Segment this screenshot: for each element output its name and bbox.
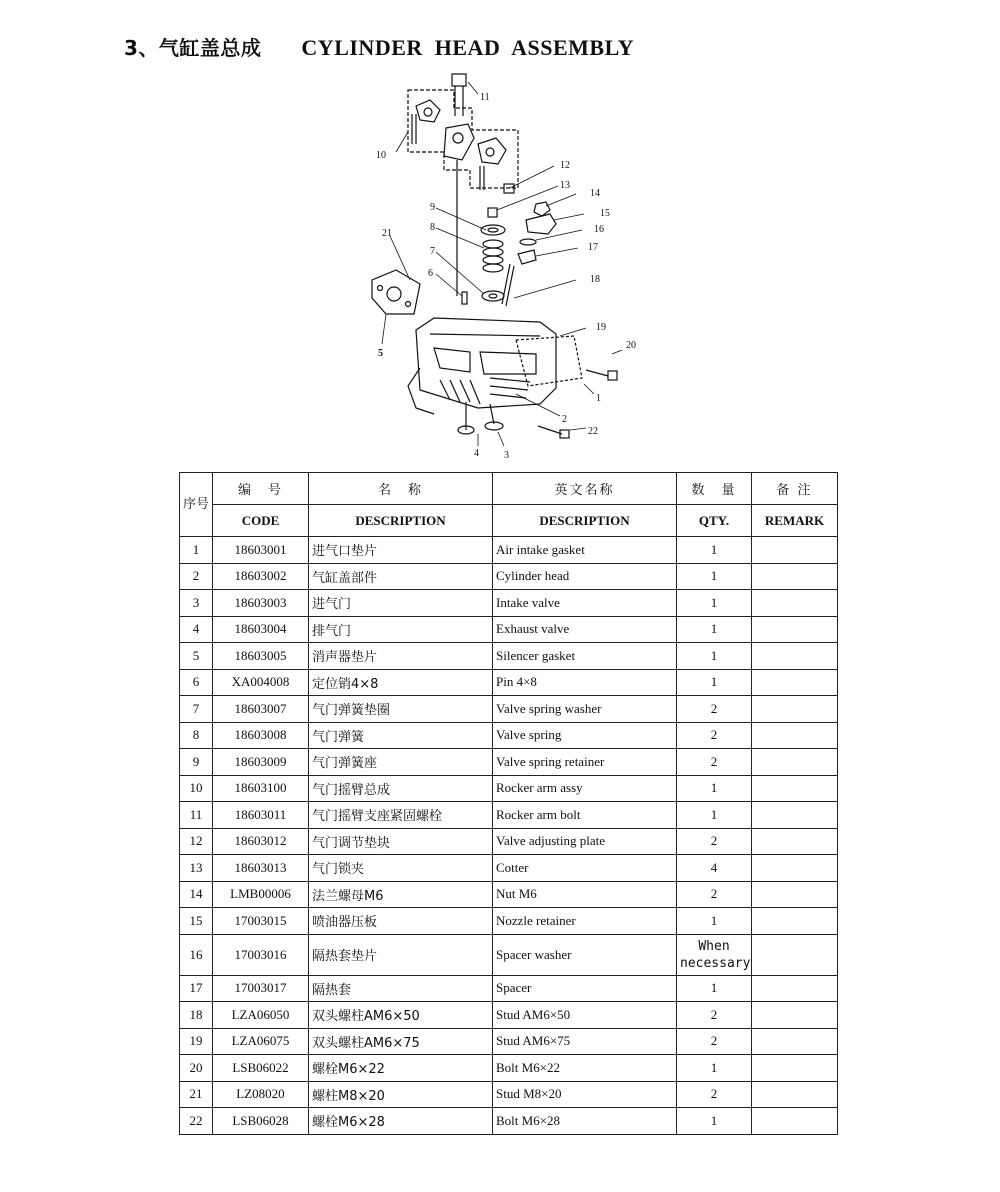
description-cn: 螺栓M6×28: [309, 1108, 493, 1135]
table-row: [180, 934, 838, 975]
row-number: 2: [180, 563, 213, 590]
description-en: Spacer washer: [493, 934, 677, 975]
part-code: 17003017: [213, 975, 309, 1002]
row-number: 14: [180, 881, 213, 908]
callout-11: 11: [480, 92, 490, 103]
description-en: Stud AM6×75: [493, 1028, 677, 1055]
description-cn: 进气门: [309, 590, 493, 617]
quantity: 2: [677, 828, 752, 855]
row-number: 12: [180, 828, 213, 855]
remark: [752, 1028, 838, 1055]
callout-17: 17: [588, 242, 598, 253]
header-seq: 序号: [180, 473, 213, 537]
callout-20: 20: [626, 340, 636, 351]
remark: [752, 537, 838, 564]
remark: [752, 669, 838, 696]
quantity: 1: [677, 590, 752, 617]
row-number: 1: [180, 537, 213, 564]
remark: [752, 828, 838, 855]
table-row: [180, 1002, 838, 1029]
description-en: Stud M8×20: [493, 1081, 677, 1108]
description-en: Nut M6: [493, 881, 677, 908]
quantity: When necessary: [677, 934, 752, 975]
table-row: [180, 1055, 838, 1082]
quantity: 2: [677, 696, 752, 723]
table-row: [180, 749, 838, 776]
header-desc-cn-en: DESCRIPTION: [309, 505, 493, 537]
header-remark-en: REMARK: [752, 505, 838, 537]
row-number: 20: [180, 1055, 213, 1082]
description-en: Bolt M6×22: [493, 1055, 677, 1082]
callout-10: 10: [376, 150, 386, 161]
quantity: 1: [677, 537, 752, 564]
part-code: 18603004: [213, 616, 309, 643]
part-code: 18603013: [213, 855, 309, 882]
quantity: 2: [677, 722, 752, 749]
quantity: 1: [677, 563, 752, 590]
description-en: Cylinder head: [493, 563, 677, 590]
remark: [752, 775, 838, 802]
callout-8: 8: [430, 222, 435, 233]
description-en: Rocker arm bolt: [493, 802, 677, 829]
remark: [752, 1108, 838, 1135]
page-title: [124, 32, 634, 61]
quantity: 1: [677, 1055, 752, 1082]
remark: [752, 1002, 838, 1029]
description-en: Valve spring: [493, 722, 677, 749]
row-number: 15: [180, 908, 213, 935]
table-row: [180, 881, 838, 908]
quantity: 1: [677, 643, 752, 670]
table-row: [180, 722, 838, 749]
callout-12: 12: [560, 160, 570, 171]
callout-13: 13: [560, 180, 570, 191]
callout-2: 2: [562, 414, 567, 425]
remark: [752, 616, 838, 643]
part-code: LSB06028: [213, 1108, 309, 1135]
row-number: 19: [180, 1028, 213, 1055]
remark: [752, 590, 838, 617]
description-cn: 气门弹簧垫圈: [309, 696, 493, 723]
quantity: 1: [677, 775, 752, 802]
description-cn: 双头螺柱AM6×75: [309, 1028, 493, 1055]
table-row: [180, 775, 838, 802]
part-code: 18603005: [213, 643, 309, 670]
remark: [752, 1055, 838, 1082]
description-cn: 气门锁夹: [309, 855, 493, 882]
quantity: 2: [677, 1081, 752, 1108]
part-code: 17003016: [213, 934, 309, 975]
table-row: [180, 563, 838, 590]
remark: [752, 855, 838, 882]
callout-6: 6: [428, 268, 433, 279]
description-cn: 气门弹簧: [309, 722, 493, 749]
table-row: [180, 537, 838, 564]
quantity: 4: [677, 855, 752, 882]
header-desc-en-cn: 英文名称: [493, 473, 677, 505]
part-code: LMB00006: [213, 881, 309, 908]
description-en: Rocker arm assy: [493, 775, 677, 802]
table-row: [180, 828, 838, 855]
quantity: 2: [677, 1002, 752, 1029]
callout-1: 1: [596, 393, 601, 404]
description-en: Cotter: [493, 855, 677, 882]
description-en: Intake valve: [493, 590, 677, 617]
exploded-view-diagram: [350, 68, 650, 468]
table-row: [180, 1081, 838, 1108]
quantity: 1: [677, 975, 752, 1002]
callout-22: 22: [588, 426, 598, 437]
header-code-en: CODE: [213, 505, 309, 537]
description-en: Valve adjusting plate: [493, 828, 677, 855]
description-cn: 定位销4×8: [309, 669, 493, 696]
part-code: 18603011: [213, 802, 309, 829]
description-en: Nozzle retainer: [493, 908, 677, 935]
title-cn: 3、气缸盖总成: [124, 36, 262, 60]
remark: [752, 722, 838, 749]
row-number: 16: [180, 934, 213, 975]
header-qty-cn: 数 量: [677, 473, 752, 505]
description-cn: 气门摇臂总成: [309, 775, 493, 802]
row-number: 21: [180, 1081, 213, 1108]
description-cn: 螺栓M6×22: [309, 1055, 493, 1082]
quantity: 1: [677, 669, 752, 696]
callout-3: 3: [504, 450, 509, 461]
description-cn: 隔热套: [309, 975, 493, 1002]
remark: [752, 908, 838, 935]
description-cn: 气门弹簧座: [309, 749, 493, 776]
remark: [752, 802, 838, 829]
remark: [752, 563, 838, 590]
table-row: [180, 975, 838, 1002]
quantity: 2: [677, 749, 752, 776]
callout-21: 21: [382, 228, 392, 239]
callout-4: 4: [474, 448, 479, 459]
remark: [752, 749, 838, 776]
header-code-cn: 编 号: [213, 473, 309, 505]
description-cn: 螺柱M8×20: [309, 1081, 493, 1108]
table-row: [180, 643, 838, 670]
table-row: [180, 1108, 838, 1135]
part-code: 18603008: [213, 722, 309, 749]
part-code: 18603002: [213, 563, 309, 590]
description-cn: 气缸盖部件: [309, 563, 493, 590]
header-remark-cn: 备 注: [752, 473, 838, 505]
description-cn: 气门摇臂支座紧固螺栓: [309, 802, 493, 829]
quantity: 1: [677, 1108, 752, 1135]
callout-19: 19: [596, 322, 606, 333]
parts-table: [179, 472, 838, 1135]
description-en: Exhaust valve: [493, 616, 677, 643]
part-code: LZA06050: [213, 1002, 309, 1029]
part-code: 18603007: [213, 696, 309, 723]
remark: [752, 643, 838, 670]
table-row: [180, 1028, 838, 1055]
quantity: 1: [677, 616, 752, 643]
row-number: 7: [180, 696, 213, 723]
row-number: 13: [180, 855, 213, 882]
row-number: 4: [180, 616, 213, 643]
part-code: XA004008: [213, 669, 309, 696]
callout-15: 15: [600, 208, 610, 219]
description-en: Air intake gasket: [493, 537, 677, 564]
remark: [752, 934, 838, 975]
callout-5: 5: [378, 348, 383, 359]
callout-7: 7: [430, 246, 435, 257]
remark: [752, 1081, 838, 1108]
row-number: 11: [180, 802, 213, 829]
quantity: 1: [677, 908, 752, 935]
description-cn: 双头螺柱AM6×50: [309, 1002, 493, 1029]
remark: [752, 696, 838, 723]
description-en: Pin 4×8: [493, 669, 677, 696]
row-number: 5: [180, 643, 213, 670]
header-qty-en: QTY.: [677, 505, 752, 537]
row-number: 10: [180, 775, 213, 802]
part-code: LSB06022: [213, 1055, 309, 1082]
part-code: LZ08020: [213, 1081, 309, 1108]
table-row: [180, 802, 838, 829]
header-desc-cn-cn: 名 称: [309, 473, 493, 505]
row-number: 6: [180, 669, 213, 696]
callout-16: 16: [594, 224, 604, 235]
header-desc-en-en: DESCRIPTION: [493, 505, 677, 537]
table-row: [180, 616, 838, 643]
table-row: [180, 908, 838, 935]
title-en: CYLINDER HEAD ASSEMBLY: [301, 35, 635, 60]
description-cn: 排气门: [309, 616, 493, 643]
description-cn: 气门调节垫块: [309, 828, 493, 855]
row-number: 8: [180, 722, 213, 749]
remark: [752, 975, 838, 1002]
part-code: LZA06075: [213, 1028, 309, 1055]
description-en: Valve spring washer: [493, 696, 677, 723]
row-number: 3: [180, 590, 213, 617]
table-header-row-cn: [180, 473, 838, 505]
row-number: 9: [180, 749, 213, 776]
description-en: Silencer gasket: [493, 643, 677, 670]
table-row: [180, 669, 838, 696]
description-cn: 隔热套垫片: [309, 934, 493, 975]
part-code: 17003015: [213, 908, 309, 935]
callout-18: 18: [590, 274, 600, 285]
part-code: 18603001: [213, 537, 309, 564]
table-row: [180, 590, 838, 617]
quantity: 2: [677, 881, 752, 908]
table-header-row-en: [180, 505, 838, 537]
part-code: 18603003: [213, 590, 309, 617]
row-number: 17: [180, 975, 213, 1002]
description-cn: 喷油器压板: [309, 908, 493, 935]
description-en: Bolt M6×28: [493, 1108, 677, 1135]
quantity: 1: [677, 802, 752, 829]
description-en: Valve spring retainer: [493, 749, 677, 776]
callout-14: 14: [590, 188, 600, 199]
part-code: 18603100: [213, 775, 309, 802]
remark: [752, 881, 838, 908]
callout-9: 9: [430, 202, 435, 213]
quantity: 2: [677, 1028, 752, 1055]
description-en: Spacer: [493, 975, 677, 1002]
description-cn: 法兰螺母M6: [309, 881, 493, 908]
part-code: 18603009: [213, 749, 309, 776]
part-code: 18603012: [213, 828, 309, 855]
description-cn: 进气口垫片: [309, 537, 493, 564]
row-number: 18: [180, 1002, 213, 1029]
description-en: Stud AM6×50: [493, 1002, 677, 1029]
table-row: [180, 696, 838, 723]
description-cn: 消声器垫片: [309, 643, 493, 670]
table-row: [180, 855, 838, 882]
row-number: 22: [180, 1108, 213, 1135]
